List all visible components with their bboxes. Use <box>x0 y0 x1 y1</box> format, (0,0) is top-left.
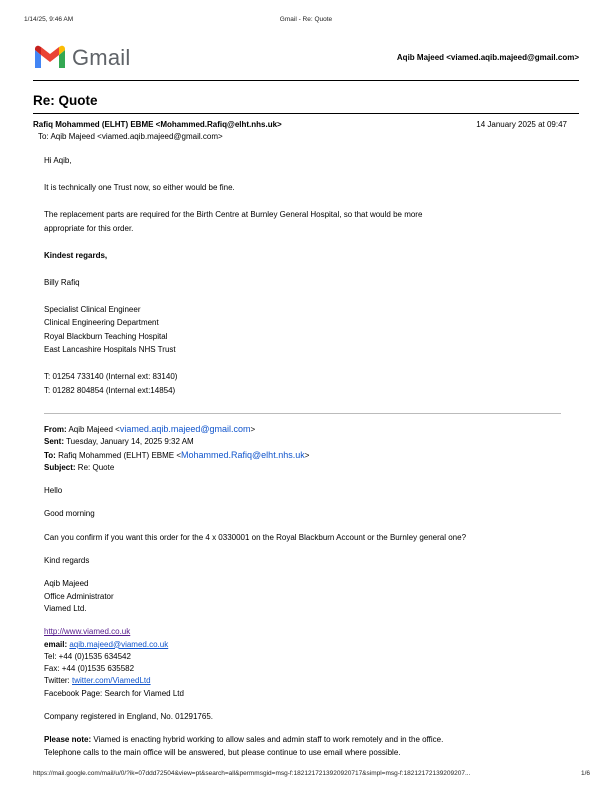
print-datetime: 1/14/25, 9:46 AM <box>24 16 74 23</box>
quoted-regards: Kind regards <box>44 556 90 566</box>
quoted-subject: Subject: Re: Quote <box>44 462 115 472</box>
twitter-link[interactable]: twitter.com/ViamedLtd <box>72 676 151 686</box>
quoted-company: Viamed Ltd. <box>44 603 87 613</box>
email-subject: Re: Quote <box>33 93 98 108</box>
quoted-question: Can you confirm if you want this order for the 4 x 0330001 on the Royal Blackburn Account or the Burnley general one? <box>44 532 467 542</box>
signature-name: Billy Rafiq <box>44 277 80 287</box>
gmail-m-icon <box>33 44 67 70</box>
quoted-twitter: Twitter: twitter.com/ViamedLtd <box>44 676 151 686</box>
quoted-email: email: aqib.majeed@viamed.co.uk <box>44 639 169 649</box>
recipient: To: Aqib Majeed <viamed.aqib.majeed@gmail.com> <box>38 132 223 141</box>
gmail-wordmark: Gmail <box>72 45 131 70</box>
gmail-logo[interactable] <box>33 44 168 70</box>
email-date: 14 January 2025 at 09:47 <box>476 120 567 129</box>
phone: T: 01254 733140 (Internal ext: 83140) <box>44 372 178 381</box>
website-link[interactable]: http://www.viamed.co.uk <box>44 627 131 637</box>
signature-line: Royal Blackburn Teaching Hospital <box>44 331 168 341</box>
email-link[interactable]: aqib.majeed@viamed.co.uk <box>69 639 169 649</box>
paragraph: It is technically one Trust now, so either would be fine. <box>44 183 235 192</box>
signature-line: Clinical Engineering Department <box>44 318 159 327</box>
from-email-link[interactable]: viamed.aqib.majeed@gmail.com <box>119 424 251 434</box>
account-email: Aqib Majeed <viamed.aqib.majeed@gmail.com> <box>396 53 579 62</box>
quote-divider <box>44 413 561 414</box>
greeting: Hi Aqib, <box>44 156 72 165</box>
email-body <box>44 154 564 397</box>
header-divider <box>33 80 579 81</box>
sender: Rafiq Mohammed (ELHT) EBME <Mohammed.Rafiq@elht.nhs.uk> <box>33 120 282 129</box>
signoff: Kindest regards, <box>44 250 108 260</box>
to-email-link[interactable]: Mohammed.Rafiq@elht.nhs.uk <box>181 449 305 460</box>
quoted-tel: Tel: +44 (0)1535 634542 <box>44 651 131 661</box>
subject-divider <box>33 113 579 114</box>
quoted-registered: Company registered in England, No. 01291765. <box>44 712 213 722</box>
quoted-sent: Sent: Tuesday, January 14, 2025 9:32 AM <box>44 437 194 447</box>
quoted-hello: Hello <box>44 486 63 496</box>
signature-line: East Lancashire Hospitals NHS Trust <box>44 345 176 354</box>
quoted-sender-name: Aqib Majeed <box>44 579 89 589</box>
quoted-message <box>44 423 584 759</box>
print-url: https://mail.google.com/mail/u/0/?ik=07ddd72504&view=pt&search=all&permmsgid=msg-f:1821217213920920717&simpl=msg-f:1821217213920920​7... <box>33 770 471 777</box>
print-title: Gmail - Re: Quote <box>279 16 333 23</box>
page-number: 1/6 <box>580 770 590 777</box>
paragraph: appropriate for this order. <box>44 223 134 233</box>
quoted-fax: Fax: +44 (0)1535 635582 <box>44 664 135 674</box>
quoted-from: From: Aqib Majeed <viamed.aqib.majeed@gmail.com> <box>44 424 256 434</box>
quoted-note: Please note: Viamed is enacting hybrid working to allow sales and admin staff to work remotely and in the office. <box>44 735 444 745</box>
phone: T: 01282 804854 (Internal ext:14854) <box>44 385 176 395</box>
paragraph: The replacement parts are required for the Birth Centre at Burnley General Hospital, so that would be more <box>44 210 423 219</box>
signature-line: Specialist Clinical Engineer <box>44 304 141 314</box>
quoted-sender-title: Office Administrator <box>44 591 114 601</box>
quoted-to: To: Rafiq Mohammed (ELHT) EBME <Mohammed.Rafiq@elht.nhs.uk> <box>44 449 310 460</box>
quoted-note-line2: Telephone calls to the main office will be answered, but please continue to use email where possible. <box>44 747 401 757</box>
quoted-facebook: Facebook Page: Search for Viamed Ltd <box>44 688 184 698</box>
quoted-morning: Good morning <box>44 509 95 519</box>
